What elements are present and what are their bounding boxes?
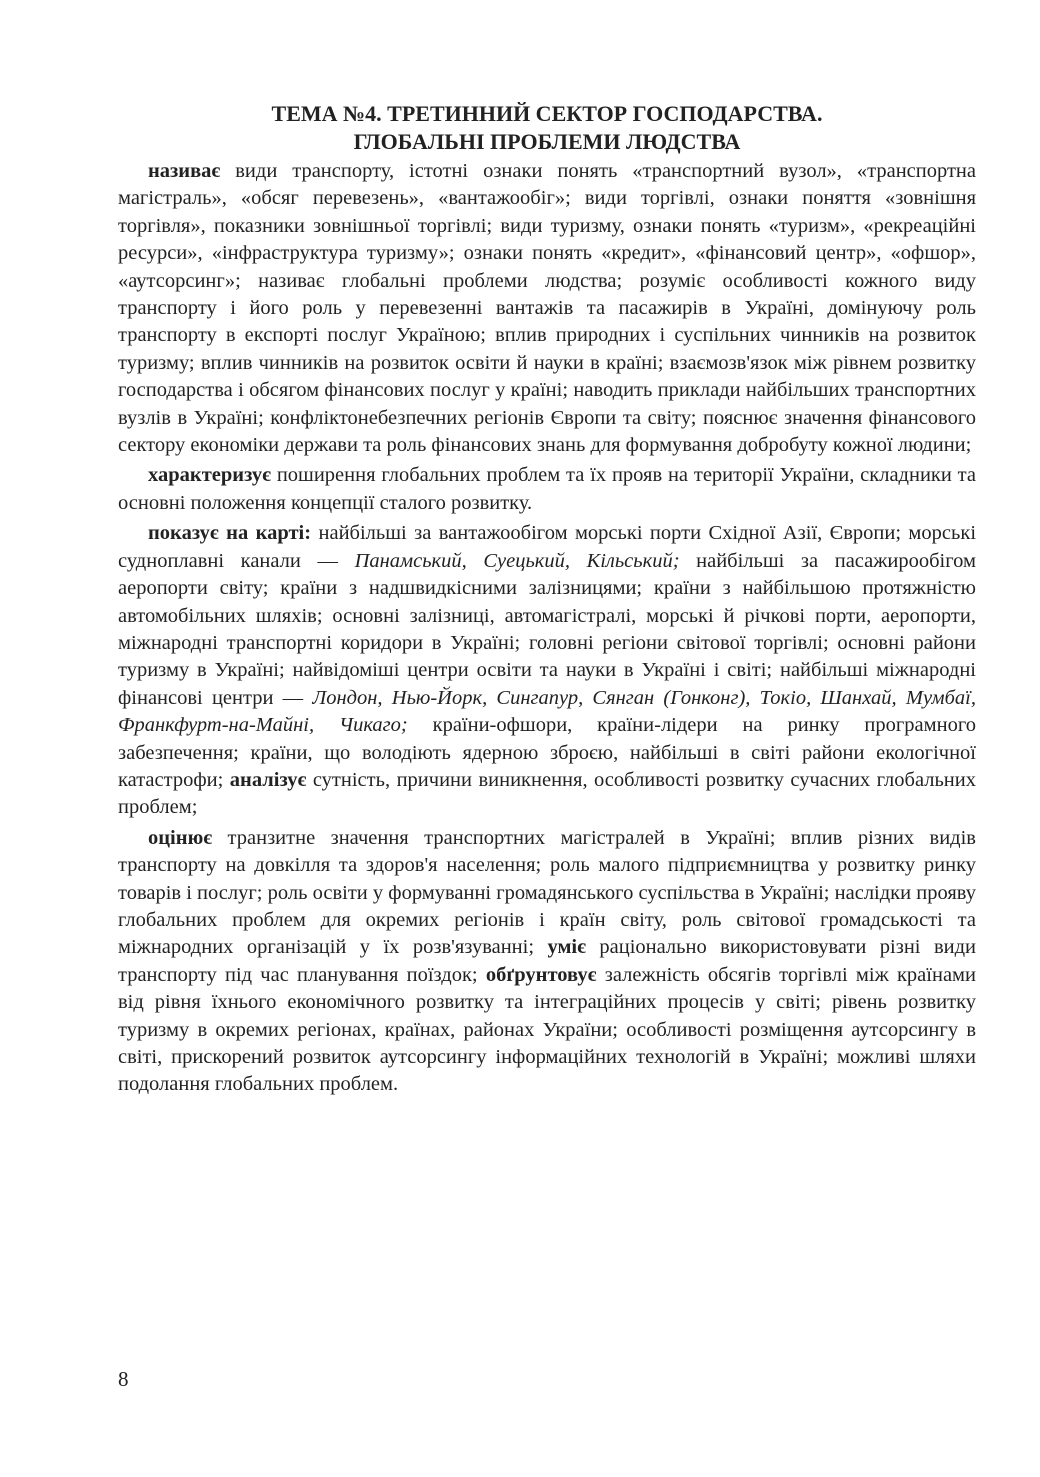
italic-financial-centers: Лондон, Нью-Йорк, Сингапур, Сянган (Гонконг), Токіо, Шанхай, Мумбаї, Франкфурт-на-Майні, Чикаго; (118, 686, 977, 737)
paragraph-characterizes (118, 462, 976, 517)
paragraph-text: види транспорту, істотні ознаки понять «транспортний вузол», «транспортна магістраль», «обсяг перевезень», «вантажообіг»; види торгівлі, ознаки поняття «зовнішня торгівля», показники зовнішньої торгівлі; види туризму, ознаки понять «туризм», «рекреаційні ресурси», «інфраструктура туризму»; ознаки понять «кредит», «фінансовий центр», «офшор», «аутсорсинг»; називає глобальні проблеми людства; розуміє особливості кожного виду транспорту і його роль у перевезенні вантажів та пасажирів в Україні, домінуючу роль транспорту в експорті послуг Україною; вплив природних і суспільних чинників на розвиток туризму; вплив чинників на розвиток освіти й науки в країні; взаємозв'язок між рівнем розвитку господарства і обсягом фінансових послуг у країні; наводить приклади найбільших транспортних вузлів в Україні; конфліктонебезпечних регіонів Європи та світу; пояснює значення фінансового сектору економіки держави та роль фінансових знань для формування добробуту кожної людини; (118, 160, 976, 457)
paragraph-shows-on-map (118, 520, 976, 821)
paragraph-text: залежність обсягів торгівлі між країнами від рівня їхнього економічного розвитку та інтеграційних процесів у світі; рівень розвитку туризму в окремих регіонах, країнах, районах України; особливості розміщення аутсорсингу в світі, прискорений розвиток аутсорсингу інформаційних технологій в Україні; можливі шляхи подолання глобальних проблем. (118, 963, 976, 1096)
paragraph-text: найбільші за вантажообігом морські порти Східної Азії, Європи; морські судноплавні канали — (118, 522, 977, 572)
paragraph-text: поширення глобальних проблем та їх прояв на території України, складники та основні положення концепції сталого розвитку. (118, 464, 976, 514)
paragraph-text: країни-офшори, країни-лідери на ринку програмного забезпечення; країни, що володіють ядерною зброєю, найбільші в світі райони екологічної катастрофи; (118, 714, 976, 791)
paragraph-text: найбільші за пасажирообігом аеропорти світу; країни з надшвидкісними залізницями; країни з найбільшою протяжністю автомобільних шляхів; основні залізниці, автомагістралі, морські й річкові порти, аеропорти, міжнародні транспортні коридори в Україні; головні регіони світової торгівлі; основні райони туризму в Україні; найвідоміші центри освіти та науки в Україні і світі; найбільші міжнародні фінансові центри — (118, 549, 976, 709)
paragraph-text: транзитне значення транспортних магістралей в Україні; вплив різних видів транспорту на довкілля та здоров'я населення; роль малого підприємництва у розвитку ринку товарів і послуг; роль освіти у формуванні громадянського суспільства в Україні; наслідки прояву глобальних проблем для окремих регіонів і країн світу, роль світової громадськості та міжнародних організацій у їх розв'язуванні; (118, 826, 976, 959)
keyword-justifies: обґрунтовує (485, 963, 597, 986)
body-text (118, 158, 976, 1102)
paragraph-text: сутність, причини виникнення, особливості розвитку сучасних глобальних проблем; (118, 768, 976, 819)
paragraph-evaluates (118, 825, 976, 1099)
page-title (118, 100, 976, 156)
keyword-characterizes: характеризує (148, 464, 271, 487)
keyword-analyzes: аналізує (229, 768, 307, 791)
page-number: 8 (118, 1367, 129, 1391)
page-title-line-2: ГЛОБАЛЬНІ ПРОБЛЕМИ ЛЮДСТВА (353, 129, 741, 154)
keyword-evaluates: оцінює (148, 826, 213, 849)
paragraph-text: раціонально використовувати різні види транспорту під час планування поїздок; (118, 936, 976, 986)
page-title-line-1: ТЕМА №4. ТРЕТИННИЙ СЕКТОР ГОСПОДАРСТВА. (271, 101, 823, 126)
paragraph-names (118, 158, 976, 459)
keyword-can: уміє (547, 936, 586, 959)
keyword-shows-on-map: показує на карті: (148, 522, 312, 545)
keyword-names: називає (148, 160, 221, 182)
italic-canals: Панамський, Суецький, Кільський; (354, 549, 680, 572)
